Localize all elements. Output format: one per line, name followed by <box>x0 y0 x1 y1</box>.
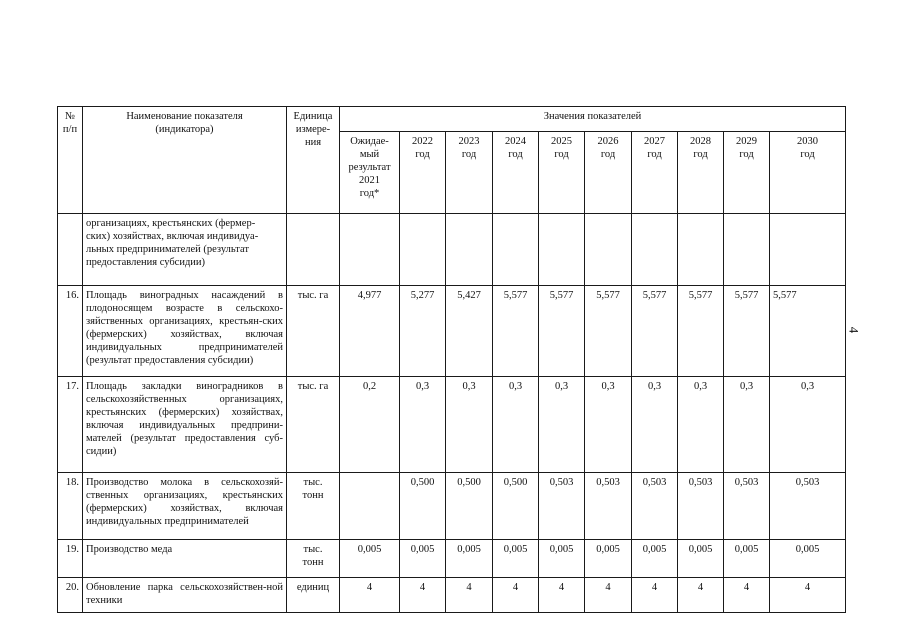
row-value: 0,005 <box>539 540 585 578</box>
table-row <box>58 377 846 473</box>
row-name: Площадь виноградных насаждений в плодоносящем возрасте в сельскохо-зяйственных организациях, крестьян-ских (фермерских) хозяйствах, включая индивидуальных предпринимателей (результат предоставления субсидии) <box>83 286 287 377</box>
table-row <box>58 214 846 286</box>
row-value: 4 <box>539 578 585 613</box>
row-value: 5,577 <box>632 286 678 377</box>
row-unit <box>287 214 340 286</box>
row-name: Обновление парка сельскохозяйствен-ной техники <box>83 578 287 613</box>
row-value <box>493 214 539 286</box>
header-name: Наименование показателя (индикатора) <box>83 107 287 214</box>
row-value: 4 <box>770 578 846 613</box>
table-row <box>58 540 846 578</box>
row-value: 4,977 <box>340 286 400 377</box>
row-value: 0,005 <box>340 540 400 578</box>
header-year: 2028 год <box>678 132 724 214</box>
table-row <box>58 578 846 613</box>
header-num: № п/п <box>58 107 83 214</box>
table-body <box>58 214 846 613</box>
row-num: 20. <box>58 578 83 613</box>
row-value: 0,500 <box>400 473 446 540</box>
row-value: 0,3 <box>539 377 585 473</box>
row-num: 19. <box>58 540 83 578</box>
row-unit: тыс. тонн <box>287 473 340 540</box>
row-value: 4 <box>493 578 539 613</box>
row-value: 0,3 <box>678 377 724 473</box>
row-name: Площадь закладки виноградников в сельскохозяйственных организациях, крестьянских (фермерских) хозяйствах, включая индивидуальных предприни-мателей (результат предоставления суб-сидии) <box>83 377 287 473</box>
row-value: 5,577 <box>770 286 846 377</box>
row-value: 4 <box>585 578 632 613</box>
row-value: 4 <box>400 578 446 613</box>
row-value: 0,005 <box>632 540 678 578</box>
row-value: 0,500 <box>493 473 539 540</box>
row-value <box>585 214 632 286</box>
row-num: 18. <box>58 473 83 540</box>
row-value: 5,577 <box>724 286 770 377</box>
row-value: 0,3 <box>585 377 632 473</box>
row-value: 0,3 <box>724 377 770 473</box>
row-value: 5,277 <box>400 286 446 377</box>
row-value: 0,503 <box>539 473 585 540</box>
row-value: 5,577 <box>678 286 724 377</box>
row-value: 0,500 <box>446 473 493 540</box>
header-year: Ожидае- мый результат 2021 год* <box>340 132 400 214</box>
row-value: 0,005 <box>678 540 724 578</box>
row-value: 0,503 <box>678 473 724 540</box>
row-name: организациях, крестьянских (фермер- ских) хозяйствах, включая индивидуа- льных предпринимателей (результат предоставления субсидии) <box>83 214 287 286</box>
indicators-table <box>57 106 846 613</box>
header-unit: Единица измере- ния <box>287 107 340 214</box>
header-year: 2024 год <box>493 132 539 214</box>
row-value: 0,3 <box>493 377 539 473</box>
row-value: 4 <box>446 578 493 613</box>
header-values: Значения показателей <box>340 107 846 132</box>
row-unit: тыс. тонн <box>287 540 340 578</box>
row-value <box>770 214 846 286</box>
header-year: 2025 год <box>539 132 585 214</box>
row-value <box>632 214 678 286</box>
row-value: 0,503 <box>632 473 678 540</box>
table-row <box>58 473 846 540</box>
row-value: 0,3 <box>446 377 493 473</box>
row-unit: единиц <box>287 578 340 613</box>
row-num: 17. <box>58 377 83 473</box>
row-value: 0,503 <box>724 473 770 540</box>
row-value <box>539 214 585 286</box>
row-value <box>340 473 400 540</box>
row-value: 4 <box>724 578 770 613</box>
row-value <box>724 214 770 286</box>
row-name: Производство меда <box>83 540 287 578</box>
row-value: 0,005 <box>585 540 632 578</box>
row-value: 5,577 <box>493 286 539 377</box>
row-value: 4 <box>678 578 724 613</box>
header-year: 2027 год <box>632 132 678 214</box>
row-num: 16. <box>58 286 83 377</box>
row-value <box>446 214 493 286</box>
row-value: 0,503 <box>770 473 846 540</box>
row-value: 0,005 <box>770 540 846 578</box>
row-value <box>340 214 400 286</box>
table-header <box>58 107 846 214</box>
row-value: 0,3 <box>400 377 446 473</box>
row-num <box>58 214 83 286</box>
row-value: 0,2 <box>340 377 400 473</box>
row-value <box>678 214 724 286</box>
row-value: 0,005 <box>724 540 770 578</box>
row-value: 4 <box>632 578 678 613</box>
row-value: 0,503 <box>585 473 632 540</box>
row-value <box>400 214 446 286</box>
row-name: Производство молока в сельскохозяй-ственных организациях, крестьянских (фермерских) хозяйствах, включая индивидуальных предпринимателей <box>83 473 287 540</box>
header-year: 2030 год <box>770 132 846 214</box>
header-year: 2023 год <box>446 132 493 214</box>
header-year: 2026 год <box>585 132 632 214</box>
row-unit: тыс. га <box>287 377 340 473</box>
table-row <box>58 286 846 377</box>
row-value: 5,577 <box>585 286 632 377</box>
row-value: 0,005 <box>400 540 446 578</box>
row-value: 4 <box>340 578 400 613</box>
row-value: 5,427 <box>446 286 493 377</box>
row-value: 0,005 <box>446 540 493 578</box>
row-unit: тыс. га <box>287 286 340 377</box>
header-year: 2029 год <box>724 132 770 214</box>
row-value: 0,005 <box>493 540 539 578</box>
row-value: 5,577 <box>539 286 585 377</box>
row-value: 0,3 <box>770 377 846 473</box>
page-number: 4 <box>846 326 862 334</box>
header-year: 2022 год <box>400 132 446 214</box>
row-value: 0,3 <box>632 377 678 473</box>
